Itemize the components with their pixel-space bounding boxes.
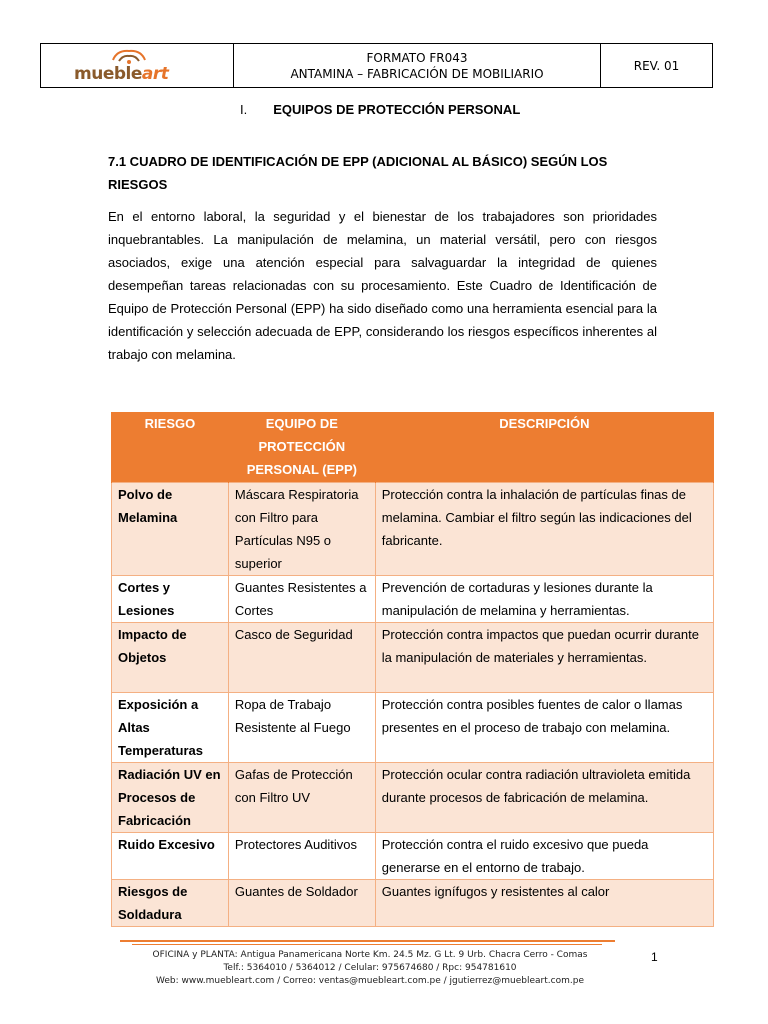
footer-web-email: Web: www.muebleart.com / Correo: ventas@muebleart.com.pe / jgutierrez@muebleart.com.pe: [156, 976, 584, 986]
epp-cell: Máscara Respiratoria con Filtro para Partículas N95 o superior: [228, 483, 375, 576]
footer-divider: [120, 940, 615, 942]
table-row: [112, 623, 714, 693]
subsection-title: 7.1 CUADRO DE IDENTIFICACIÓN DE EPP (ADICIONAL AL BÁSICO) SEGÚN LOS RIESGOS: [108, 154, 608, 192]
footer-address: OFICINA y PLANTA: Antigua Panamericana Norte Km. 24.5 Mz. G Lt. 9 Urb. Chacra Cerro - Comas: [152, 950, 588, 960]
intro-paragraph: En el entorno laboral, la seguridad y el bienestar de los trabajadores son prioridades inquebrantables. La manipulación de melamina, un material versátil, pero con riesgos asociados, exige una atención especial para salvaguardar la integridad de quienes desempeñan tareas relacionadas con su procesamiento. Este Cuadro de Identificación de Equipo de Protección Personal (EPP) ha sido diseñado como una herramienta esencial para la identificación y selección adecuada de EPP, considerando los riesgos específicos inherentes al trabajo con melamina.: [108, 209, 657, 362]
epp-cell: Guantes Resistentes a Cortes: [228, 576, 375, 623]
footer-contact: [150, 949, 590, 988]
risk-cell: Riesgos de Soldadura: [112, 880, 229, 927]
risk-cell: Radiación UV en Procesos de Fabricación: [112, 763, 229, 833]
table-row: [112, 483, 714, 576]
description-cell: Guantes ignífugos y resistentes al calor: [375, 880, 713, 927]
header-description: DESCRIPCIÓN: [375, 412, 713, 483]
footer-phones: Telf.: 5364010 / 5364012 / Celular: 975674680 / Rpc: 954781610: [223, 963, 517, 973]
description-cell: Prevención de cortaduras y lesiones durante la manipulación de melamina y herramientas.: [375, 576, 713, 623]
logo-cell: [41, 44, 234, 87]
page-number: 1: [651, 950, 658, 964]
epp-cell: Guantes de Soldador: [228, 880, 375, 927]
header-title-cell: [234, 44, 601, 87]
description-cell: Protección contra el ruido excesivo que pueda generarse en el entorno de trabajo.: [375, 833, 713, 880]
description-cell: Protección ocular contra radiación ultravioleta emitida durante procesos de fabricación de melamina.: [375, 763, 713, 833]
epp-cell: Ropa de Trabajo Resistente al Fuego: [228, 693, 375, 763]
footer-divider: [132, 944, 602, 945]
table-row: [112, 763, 714, 833]
description-cell: Protección contra la inhalación de partículas finas de melamina. Cambiar el filtro según las indicaciones del fabricante.: [375, 483, 713, 576]
table-row: [112, 576, 714, 623]
risk-cell: Cortes y Lesiones: [112, 576, 229, 623]
risk-cell: Polvo de Melamina: [112, 483, 229, 576]
risk-cell: Ruido Excesivo: [112, 833, 229, 880]
risk-cell: Exposición a Altas Temperaturas: [112, 693, 229, 763]
section-heading: [240, 102, 520, 117]
epp-cell: Casco de Seguridad: [228, 623, 375, 693]
table-row: [112, 833, 714, 880]
document-title: ANTAMINA – FABRICACIÓN DE MOBILIARIO: [290, 66, 544, 81]
epp-table: [111, 412, 714, 927]
risk-cell: Impacto de Objetos: [112, 623, 229, 693]
section-title: EQUIPOS DE PROTECCIÓN PERSONAL: [273, 102, 521, 117]
document-header: [40, 43, 713, 88]
logo: muebleart: [74, 64, 169, 84]
table-row: [112, 693, 714, 763]
epp-cell: Gafas de Protección con Filtro UV: [228, 763, 375, 833]
header-risk: RIESGO: [112, 412, 229, 483]
format-code: FORMATO FR043: [366, 50, 468, 65]
table-row: [112, 880, 714, 927]
description-cell: Protección contra impactos que puedan ocurrir durante la manipulación de materiales y herramientas.: [375, 623, 713, 693]
revision: REV. 01: [633, 58, 680, 73]
table-header-row: [112, 412, 714, 483]
section-number: I.: [240, 102, 248, 117]
header-epp: EQUIPO DE PROTECCIÓN PERSONAL (EPP): [228, 412, 375, 483]
description-cell: Protección contra posibles fuentes de calor o llamas presentes en el proceso de trabajo con melamina.: [375, 693, 713, 763]
epp-cell: Protectores Auditivos: [228, 833, 375, 880]
